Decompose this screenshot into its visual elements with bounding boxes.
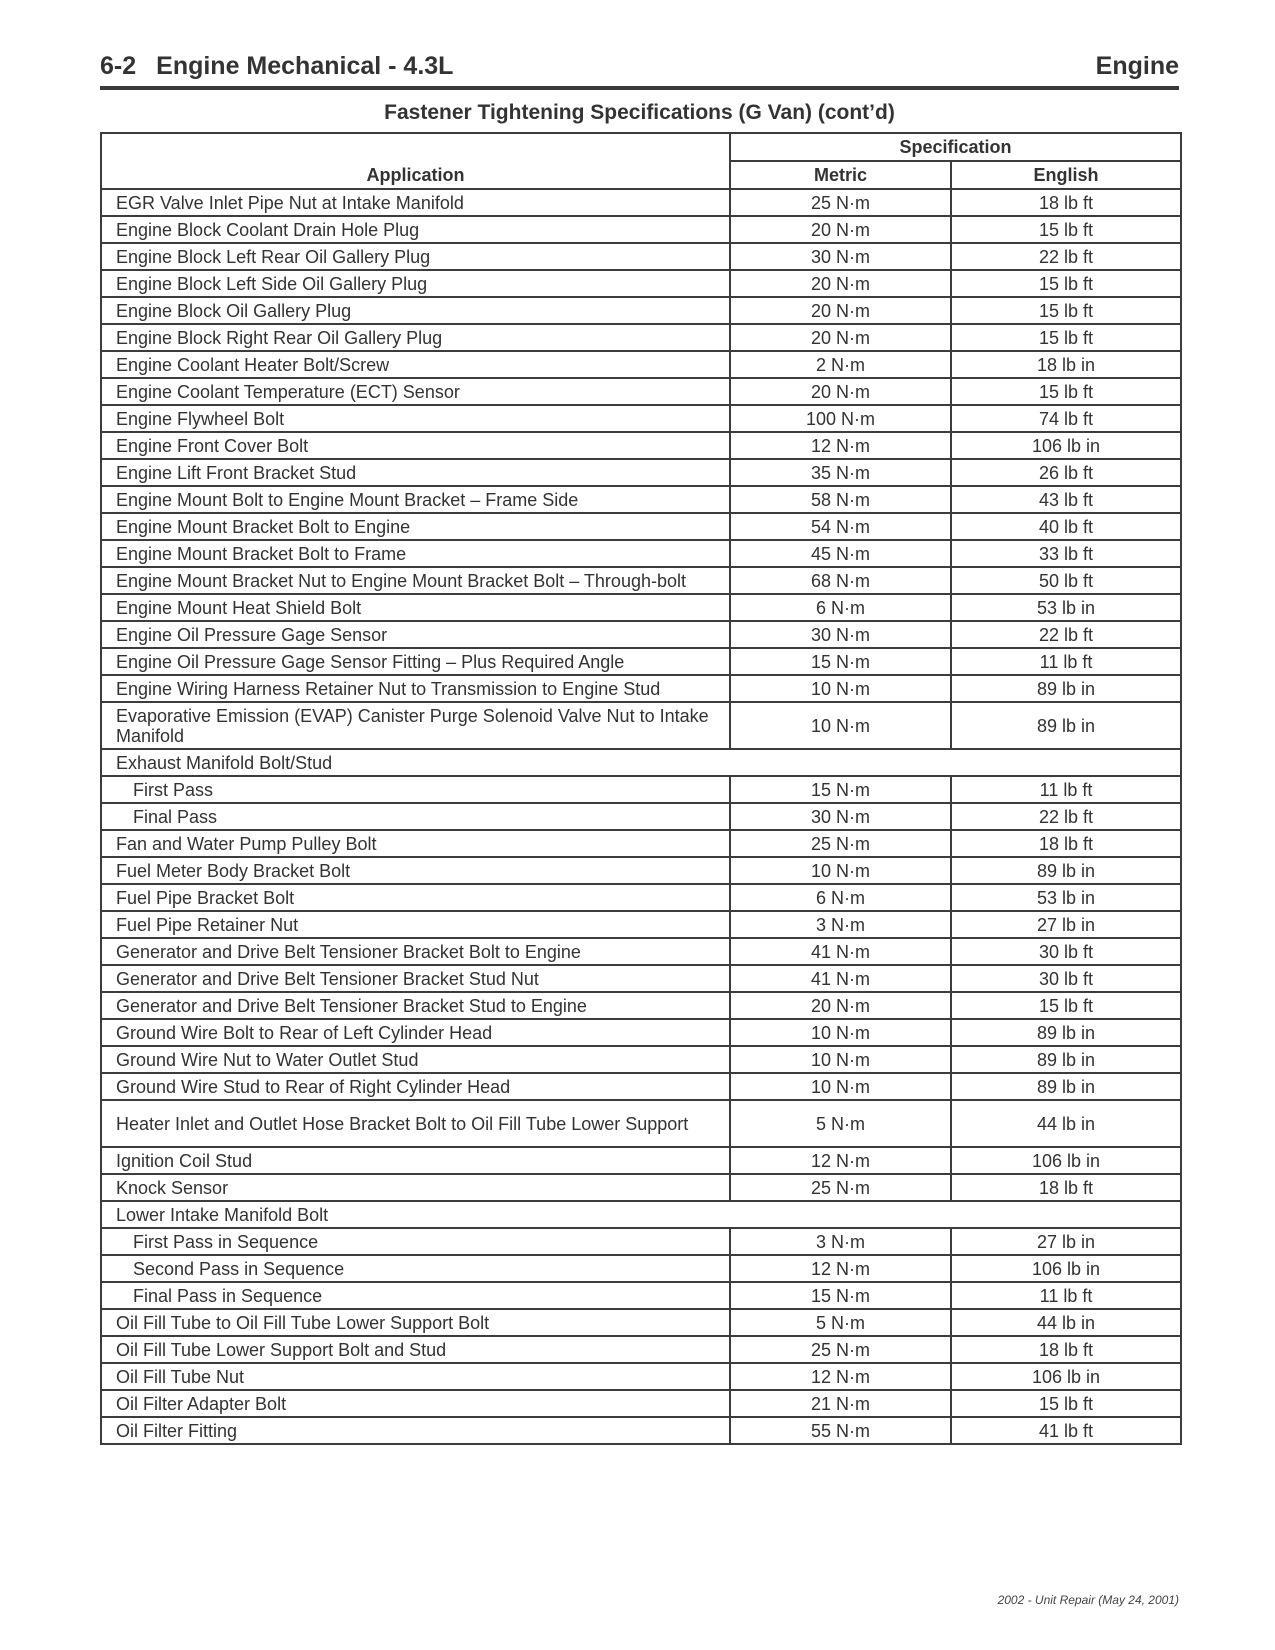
cell-application: Engine Mount Bracket Bolt to Frame xyxy=(101,540,730,567)
cell-metric: 12 N·m xyxy=(730,1255,951,1282)
cell-metric: 6 N·m xyxy=(730,884,951,911)
table-row xyxy=(101,324,1181,351)
cell-metric: 10 N·m xyxy=(730,702,951,749)
table-row xyxy=(101,992,1181,1019)
cell-application: Engine Front Cover Bolt xyxy=(101,432,730,459)
table-row xyxy=(101,1147,1181,1174)
cell-english: 33 lb ft xyxy=(951,540,1181,567)
cell-application: Oil Fill Tube Lower Support Bolt and Stud xyxy=(101,1336,730,1363)
cell-application: First Pass xyxy=(101,776,730,803)
cell-english: 15 lb ft xyxy=(951,992,1181,1019)
cell-application: Engine Wiring Harness Retainer Nut to Transmission to Engine Stud xyxy=(101,675,730,702)
cell-english: 30 lb ft xyxy=(951,938,1181,965)
cell-english: 89 lb in xyxy=(951,702,1181,749)
table-row xyxy=(101,1255,1181,1282)
cell-application: Exhaust Manifold Bolt/Stud xyxy=(101,749,1181,776)
cell-english: 15 lb ft xyxy=(951,270,1181,297)
cell-metric: 15 N·m xyxy=(730,1282,951,1309)
cell-english: 18 lb ft xyxy=(951,1174,1181,1201)
page-footer: 2002 - Unit Repair (May 24, 2001) xyxy=(997,1593,1179,1607)
table-group-row xyxy=(101,749,1181,776)
cell-application: Fuel Pipe Retainer Nut xyxy=(101,911,730,938)
cell-application: Evaporative Emission (EVAP) Canister Purge Solenoid Valve Nut to Intake Manifold xyxy=(101,702,730,749)
cell-english: 41 lb ft xyxy=(951,1417,1181,1444)
table-row xyxy=(101,216,1181,243)
cell-application: Engine Flywheel Bolt xyxy=(101,405,730,432)
cell-application: EGR Valve Inlet Pipe Nut at Intake Manifold xyxy=(101,189,730,216)
cell-metric: 30 N·m xyxy=(730,803,951,830)
table-row xyxy=(101,378,1181,405)
cell-metric: 55 N·m xyxy=(730,1417,951,1444)
table-title: Fastener Tightening Specifications (G Van) (cont’d) xyxy=(384,101,895,124)
cell-english: 43 lb ft xyxy=(951,486,1181,513)
cell-application: Lower Intake Manifold Bolt xyxy=(101,1201,1181,1228)
table-row xyxy=(101,776,1181,803)
cell-english: 89 lb in xyxy=(951,1073,1181,1100)
cell-metric: 6 N·m xyxy=(730,594,951,621)
table-row xyxy=(101,432,1181,459)
cell-application: Knock Sensor xyxy=(101,1174,730,1201)
chapter-title: Engine xyxy=(1095,52,1179,80)
cell-metric: 15 N·m xyxy=(730,776,951,803)
cell-application: Engine Mount Bracket Bolt to Engine xyxy=(101,513,730,540)
cell-application: Heater Inlet and Outlet Hose Bracket Bolt to Oil Fill Tube Lower Support xyxy=(101,1100,730,1147)
cell-english: 27 lb in xyxy=(951,911,1181,938)
table-row xyxy=(101,702,1181,749)
cell-metric: 25 N·m xyxy=(730,830,951,857)
cell-application: Ground Wire Nut to Water Outlet Stud xyxy=(101,1046,730,1073)
cell-metric: 30 N·m xyxy=(730,243,951,270)
cell-english: 74 lb ft xyxy=(951,405,1181,432)
table-row xyxy=(101,1073,1181,1100)
cell-english: 30 lb ft xyxy=(951,965,1181,992)
table-row xyxy=(101,297,1181,324)
cell-metric: 25 N·m xyxy=(730,189,951,216)
cell-application: Fuel Meter Body Bracket Bolt xyxy=(101,857,730,884)
cell-application: Oil Filter Fitting xyxy=(101,1417,730,1444)
cell-metric: 20 N·m xyxy=(730,297,951,324)
column-header-application: Application xyxy=(101,133,730,189)
table-row xyxy=(101,857,1181,884)
cell-english: 106 lb in xyxy=(951,1147,1181,1174)
cell-english: 106 lb in xyxy=(951,1363,1181,1390)
table-row xyxy=(101,513,1181,540)
cell-application: Engine Coolant Heater Bolt/Screw xyxy=(101,351,730,378)
table-row xyxy=(101,459,1181,486)
cell-english: 18 lb ft xyxy=(951,189,1181,216)
table-row xyxy=(101,1309,1181,1336)
cell-application: Oil Fill Tube Nut xyxy=(101,1363,730,1390)
cell-english: 89 lb in xyxy=(951,857,1181,884)
cell-metric: 3 N·m xyxy=(730,911,951,938)
cell-application: Engine Block Left Rear Oil Gallery Plug xyxy=(101,243,730,270)
table-row xyxy=(101,675,1181,702)
table-row xyxy=(101,621,1181,648)
table-row xyxy=(101,189,1181,216)
cell-english: 106 lb in xyxy=(951,432,1181,459)
cell-english: 11 lb ft xyxy=(951,648,1181,675)
table-row xyxy=(101,911,1181,938)
cell-application: Final Pass xyxy=(101,803,730,830)
table-row xyxy=(101,270,1181,297)
cell-metric: 3 N·m xyxy=(730,1228,951,1255)
cell-english: 44 lb in xyxy=(951,1100,1181,1147)
cell-english: 15 lb ft xyxy=(951,378,1181,405)
cell-metric: 54 N·m xyxy=(730,513,951,540)
cell-application: Oil Filter Adapter Bolt xyxy=(101,1390,730,1417)
fastener-spec-table xyxy=(100,132,1182,1445)
table-body xyxy=(101,189,1181,1444)
cell-application: Engine Mount Heat Shield Bolt xyxy=(101,594,730,621)
cell-metric: 58 N·m xyxy=(730,486,951,513)
table-row xyxy=(101,594,1181,621)
cell-application: Ignition Coil Stud xyxy=(101,1147,730,1174)
cell-english: 22 lb ft xyxy=(951,803,1181,830)
table-group-row xyxy=(101,1201,1181,1228)
cell-metric: 25 N·m xyxy=(730,1336,951,1363)
cell-application: Final Pass in Sequence xyxy=(101,1282,730,1309)
cell-application: Engine Block Right Rear Oil Gallery Plug xyxy=(101,324,730,351)
table-row xyxy=(101,405,1181,432)
cell-english: 11 lb ft xyxy=(951,1282,1181,1309)
cell-application: Engine Oil Pressure Gage Sensor xyxy=(101,621,730,648)
table-row xyxy=(101,243,1181,270)
table-row xyxy=(101,965,1181,992)
cell-metric: 45 N·m xyxy=(730,540,951,567)
cell-english: 40 lb ft xyxy=(951,513,1181,540)
cell-metric: 41 N·m xyxy=(730,938,951,965)
cell-metric: 10 N·m xyxy=(730,1073,951,1100)
cell-application: Engine Mount Bolt to Engine Mount Bracket – Frame Side xyxy=(101,486,730,513)
cell-application: Engine Block Oil Gallery Plug xyxy=(101,297,730,324)
cell-application: Engine Block Left Side Oil Gallery Plug xyxy=(101,270,730,297)
table-row xyxy=(101,1417,1181,1444)
cell-english: 26 lb ft xyxy=(951,459,1181,486)
cell-application: Second Pass in Sequence xyxy=(101,1255,730,1282)
cell-metric: 25 N·m xyxy=(730,1174,951,1201)
cell-english: 18 lb ft xyxy=(951,830,1181,857)
cell-metric: 100 N·m xyxy=(730,405,951,432)
cell-english: 44 lb in xyxy=(951,1309,1181,1336)
cell-metric: 20 N·m xyxy=(730,216,951,243)
table-row xyxy=(101,648,1181,675)
cell-english: 53 lb in xyxy=(951,594,1181,621)
cell-metric: 35 N·m xyxy=(730,459,951,486)
table-row xyxy=(101,540,1181,567)
cell-application: Generator and Drive Belt Tensioner Bracket Stud Nut xyxy=(101,965,730,992)
cell-english: 15 lb ft xyxy=(951,297,1181,324)
cell-metric: 41 N·m xyxy=(730,965,951,992)
table-row xyxy=(101,1046,1181,1073)
cell-application: Engine Block Coolant Drain Hole Plug xyxy=(101,216,730,243)
cell-application: Engine Lift Front Bracket Stud xyxy=(101,459,730,486)
cell-english: 15 lb ft xyxy=(951,1390,1181,1417)
cell-english: 89 lb in xyxy=(951,1046,1181,1073)
cell-english: 89 lb in xyxy=(951,675,1181,702)
cell-application: Ground Wire Bolt to Rear of Left Cylinder Head xyxy=(101,1019,730,1046)
cell-english: 15 lb ft xyxy=(951,216,1181,243)
table-row xyxy=(101,884,1181,911)
column-header-metric: Metric xyxy=(730,161,951,189)
column-header-specification: Specification xyxy=(730,133,1181,161)
cell-application: First Pass in Sequence xyxy=(101,1228,730,1255)
cell-application: Fan and Water Pump Pulley Bolt xyxy=(101,830,730,857)
cell-metric: 20 N·m xyxy=(730,992,951,1019)
cell-metric: 20 N·m xyxy=(730,378,951,405)
cell-metric: 2 N·m xyxy=(730,351,951,378)
cell-metric: 15 N·m xyxy=(730,648,951,675)
section-heading xyxy=(100,52,453,81)
cell-english: 89 lb in xyxy=(951,1019,1181,1046)
table-row xyxy=(101,1363,1181,1390)
cell-english: 27 lb in xyxy=(951,1228,1181,1255)
table-row xyxy=(101,803,1181,830)
cell-metric: 20 N·m xyxy=(730,324,951,351)
cell-application: Generator and Drive Belt Tensioner Bracket Bolt to Engine xyxy=(101,938,730,965)
table-row xyxy=(101,1019,1181,1046)
cell-application: Engine Coolant Temperature (ECT) Sensor xyxy=(101,378,730,405)
cell-metric: 10 N·m xyxy=(730,1046,951,1073)
cell-metric: 5 N·m xyxy=(730,1100,951,1147)
cell-english: 53 lb in xyxy=(951,884,1181,911)
table-row xyxy=(101,1336,1181,1363)
cell-english: 106 lb in xyxy=(951,1255,1181,1282)
cell-english: 18 lb in xyxy=(951,351,1181,378)
cell-application: Engine Oil Pressure Gage Sensor Fitting – Plus Required Angle xyxy=(101,648,730,675)
table-row xyxy=(101,830,1181,857)
cell-metric: 12 N·m xyxy=(730,1363,951,1390)
table-row xyxy=(101,1228,1181,1255)
cell-metric: 10 N·m xyxy=(730,675,951,702)
cell-english: 18 lb ft xyxy=(951,1336,1181,1363)
cell-application: Fuel Pipe Bracket Bolt xyxy=(101,884,730,911)
table-row xyxy=(101,1390,1181,1417)
table-row xyxy=(101,486,1181,513)
table-row xyxy=(101,938,1181,965)
table-row xyxy=(101,1282,1181,1309)
cell-metric: 21 N·m xyxy=(730,1390,951,1417)
cell-application: Generator and Drive Belt Tensioner Bracket Stud to Engine xyxy=(101,992,730,1019)
table-row xyxy=(101,1174,1181,1201)
cell-metric: 12 N·m xyxy=(730,432,951,459)
cell-metric: 10 N·m xyxy=(730,1019,951,1046)
table-row xyxy=(101,351,1181,378)
column-header-english: English xyxy=(951,161,1181,189)
cell-english: 50 lb ft xyxy=(951,567,1181,594)
section-title: Engine Mechanical - 4.3L xyxy=(156,52,454,80)
table-row xyxy=(101,567,1181,594)
cell-application: Engine Mount Bracket Nut to Engine Mount Bracket Bolt – Through-bolt xyxy=(101,567,730,594)
cell-application: Oil Fill Tube to Oil Fill Tube Lower Support Bolt xyxy=(101,1309,730,1336)
cell-application: Ground Wire Stud to Rear of Right Cylinder Head xyxy=(101,1073,730,1100)
cell-metric: 68 N·m xyxy=(730,567,951,594)
cell-english: 15 lb ft xyxy=(951,324,1181,351)
table-row xyxy=(101,1100,1181,1147)
page-header xyxy=(100,52,1179,86)
cell-metric: 10 N·m xyxy=(730,857,951,884)
header-rule xyxy=(100,86,1179,90)
cell-english: 22 lb ft xyxy=(951,243,1181,270)
cell-metric: 30 N·m xyxy=(730,621,951,648)
cell-english: 11 lb ft xyxy=(951,776,1181,803)
cell-metric: 5 N·m xyxy=(730,1309,951,1336)
cell-metric: 20 N·m xyxy=(730,270,951,297)
section-number: 6-2 xyxy=(100,52,137,80)
cell-english: 22 lb ft xyxy=(951,621,1181,648)
cell-metric: 12 N·m xyxy=(730,1147,951,1174)
